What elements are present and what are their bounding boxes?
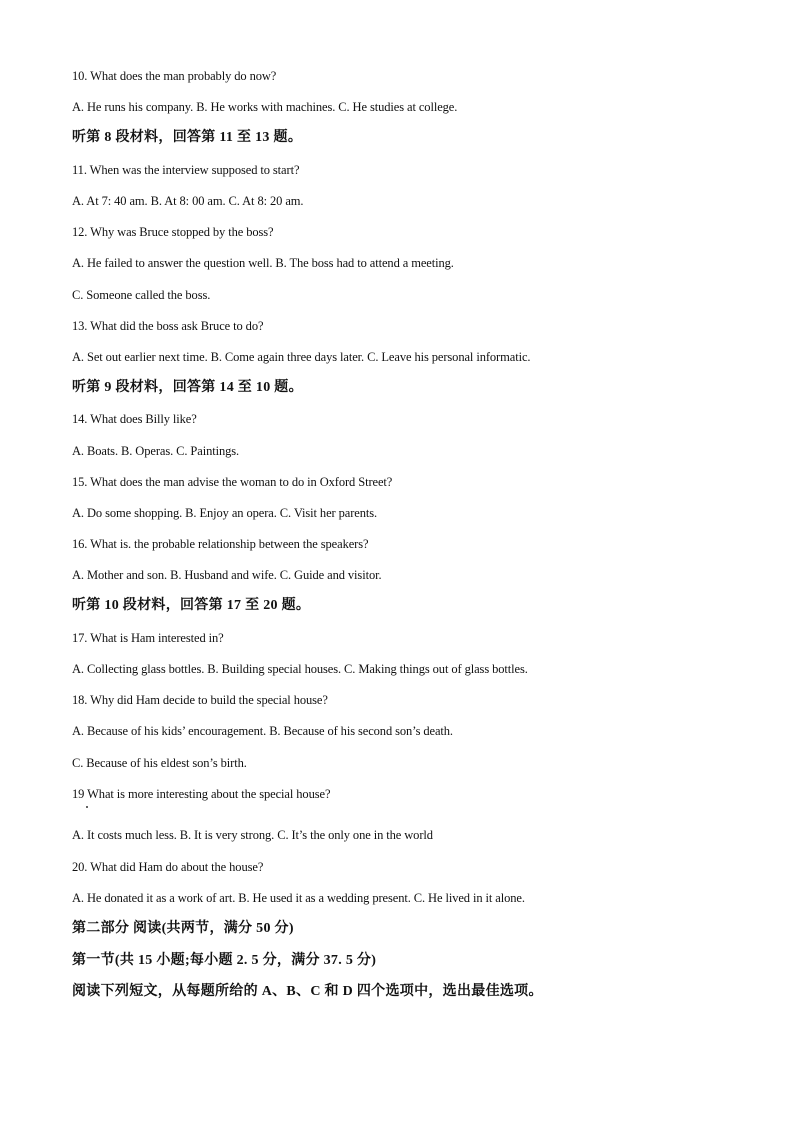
question-19: 19 What is more interesting about the special house? xyxy=(72,787,331,801)
options-11: A. At 7: 40 am. B. At 8: 00 am. C. At 8: 20 am. xyxy=(72,194,304,208)
options-13: A. Set out earlier next time. B. Come again three days later. C. Leave his personal informatic. xyxy=(72,350,531,364)
options-18-ab: A. Because of his kids’ encouragement. B. Because of his second son’s death. xyxy=(72,724,453,738)
question-17: 17. What is Ham interested in? xyxy=(72,631,224,645)
stray-dot-mark xyxy=(86,806,88,808)
section-heading-10: 听第 10 段材料，回答第 17 至 20 题。 xyxy=(72,598,311,613)
question-15: 15. What does the man advise the woman to do in Oxford Street? xyxy=(72,475,393,489)
section-heading-9: 听第 9 段材料，回答第 14 至 10 题。 xyxy=(72,380,303,395)
section-heading-8: 听第 8 段材料，回答第 11 至 13 题。 xyxy=(72,130,303,145)
options-15: A. Do some shopping. B. Enjoy an opera. C. Visit her parents. xyxy=(72,506,378,520)
options-19: A. It costs much less. B. It is very strong. C. It’s the only one in the world xyxy=(72,828,433,842)
options-12-ab: A. He failed to answer the question well. B. The boss had to attend a meeting. xyxy=(72,256,454,270)
section-one-heading: 第一节(共 15 小题;每小题 2. 5 分，满分 37. 5 分) xyxy=(72,953,377,968)
question-13: 13. What did the boss ask Bruce to do? xyxy=(72,319,264,333)
options-20: A. He donated it as a work of art. B. He used it as a wedding present. C. He lived in it alone. xyxy=(72,891,525,905)
options-14: A. Boats. B. Operas. C. Paintings. xyxy=(72,444,240,458)
question-11: 11. When was the interview supposed to start? xyxy=(72,163,300,177)
question-14: 14. What does Billy like? xyxy=(72,412,197,426)
options-16: A. Mother and son. B. Husband and wife. C. Guide and visitor. xyxy=(72,568,382,582)
question-18: 18. Why did Ham decide to build the special house? xyxy=(72,693,328,707)
reading-instructions: 阅读下列短文，从每题所给的 A、B、C 和 D 四个选项中，选出最佳选项。 xyxy=(72,984,543,999)
question-16: 16. What is. the probable relationship between the speakers? xyxy=(72,537,369,551)
options-17: A. Collecting glass bottles. B. Building special houses. C. Making things out of glass bottles. xyxy=(72,662,528,676)
options-12-c: C. Someone called the boss. xyxy=(72,288,211,302)
question-10: 10. What does the man probably do now? xyxy=(72,69,277,83)
question-12: 12. Why was Bruce stopped by the boss? xyxy=(72,225,274,239)
options-18-c: C. Because of his eldest son’s birth. xyxy=(72,756,247,770)
part-two-heading: 第二部分 阅读(共两节，满分 50 分) xyxy=(72,921,294,936)
options-10: A. He runs his company. B. He works with machines. C. He studies at college. xyxy=(72,100,458,114)
question-20: 20. What did Ham do about the house? xyxy=(72,860,264,874)
